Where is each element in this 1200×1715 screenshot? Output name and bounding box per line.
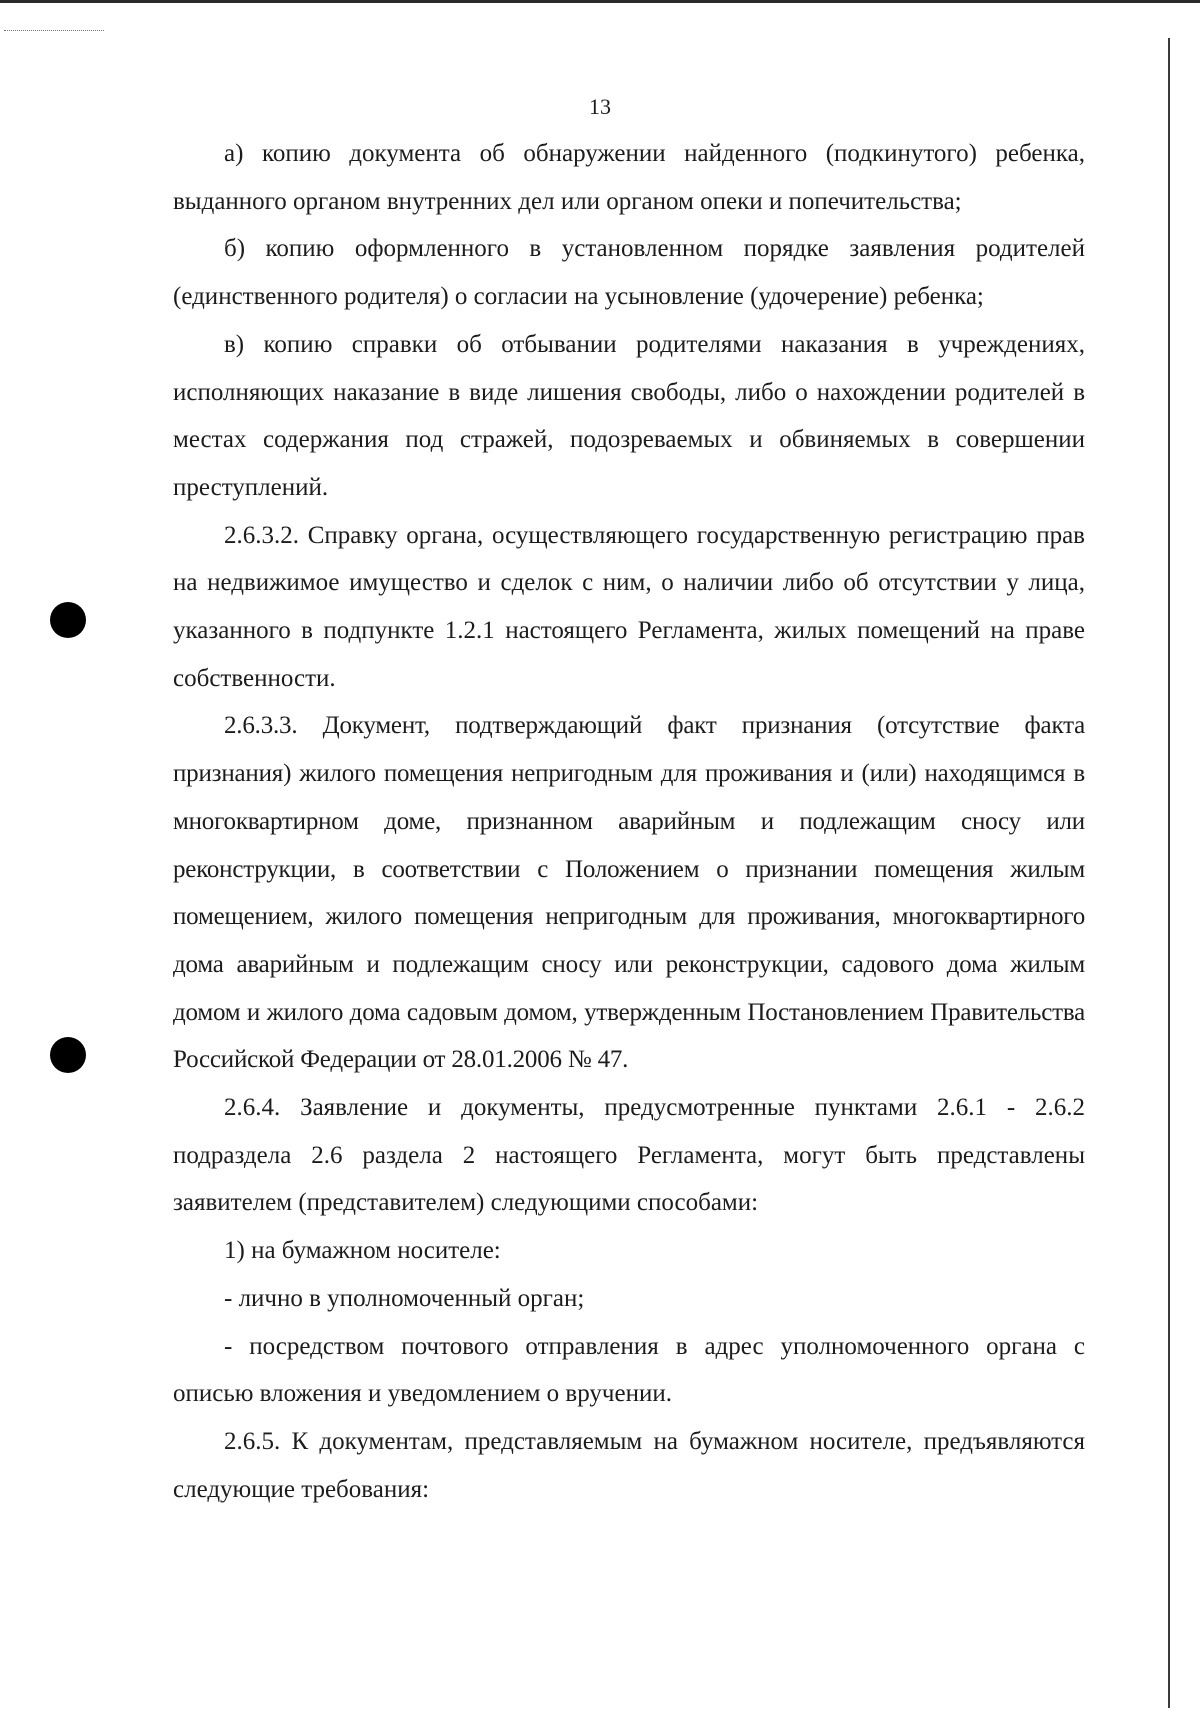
document-body — [173, 130, 1085, 1513]
paragraph-2-6-5: 2.6.5. К документам, представляемым на бумажном носителе, предъявляются следующие требования: — [173, 1427, 1085, 1503]
paragraph-2-6-4: 2.6.4. Заявление и документы, предусмотренные пунктами 2.6.1 - 2.6.2 подраздела 2.6 раздела 2 настоящего Регламента, могут быть представлены заявителем (представителем) следующими способами: — [173, 1094, 1085, 1217]
scan-corner-mark — [4, 30, 104, 31]
scan-right-border — [1168, 38, 1170, 1708]
paragraph-2-6-3-2: 2.6.3.2. Справку органа, осуществляющего государственную регистрацию прав на недвижимое имущество и сделок с ним, о наличии либо об отсутствии у лица, указанного в подпункте 1.2.1 настоящего Регламента, жилых помещений на праве собственности. — [173, 521, 1085, 692]
hole-punch-mark — [50, 1037, 86, 1073]
page-number: 13 — [589, 94, 611, 119]
list-item-paper: 1) на бумажном носителе: — [224, 1237, 501, 1265]
hole-punch-mark — [50, 602, 86, 638]
list-item-by-mail: - посредством почтового отправления в адрес уполномоченного органа с описью вложения и уведомлением о вручении. — [173, 1332, 1085, 1408]
list-item-in-person: - лично в уполномоченный орган; — [224, 1284, 585, 1312]
paragraph-2-6-3-3: 2.6.3.3. Документ, подтверждающий факт признания (отсутствие факта признания) жилого помещения непригодным для проживания и (или) находящимся в многоквартирном доме, признанном аварийным и подлежащим сносу или реконструкции, в соответствии с Положением о признании помещения жилым помещением, жилого помещения непригодным для проживания, многоквартирного дома аварийным и подлежащим сносу или реконструкции, садового дома жилым домом и жилого дома садовым домом, утвержденным Постановлением Правительства Российской Федерации от 28.01.2006 № 47. — [173, 712, 1085, 1074]
paragraph-item-v: в) копию справки об отбывании родителями наказания в учреждениях, исполняющих наказание в виде лишения свободы, либо о нахождении родителей в местах содержания под стражей, подозреваемых и обвиняемых в совершении преступлений. — [173, 330, 1085, 501]
scan-top-edge — [0, 0, 1200, 3]
paragraph-item-b: б) копию оформленного в установленном порядке заявления родителей (единственного родителя) о согласии на усыновление (удочерение) ребенка; — [173, 235, 1085, 311]
paragraph-item-a: а) копию документа об обнаружении найденного (подкинутого) ребенка, выданного органом внутренних дел или органом опеки и попечительства; — [173, 140, 1085, 215]
